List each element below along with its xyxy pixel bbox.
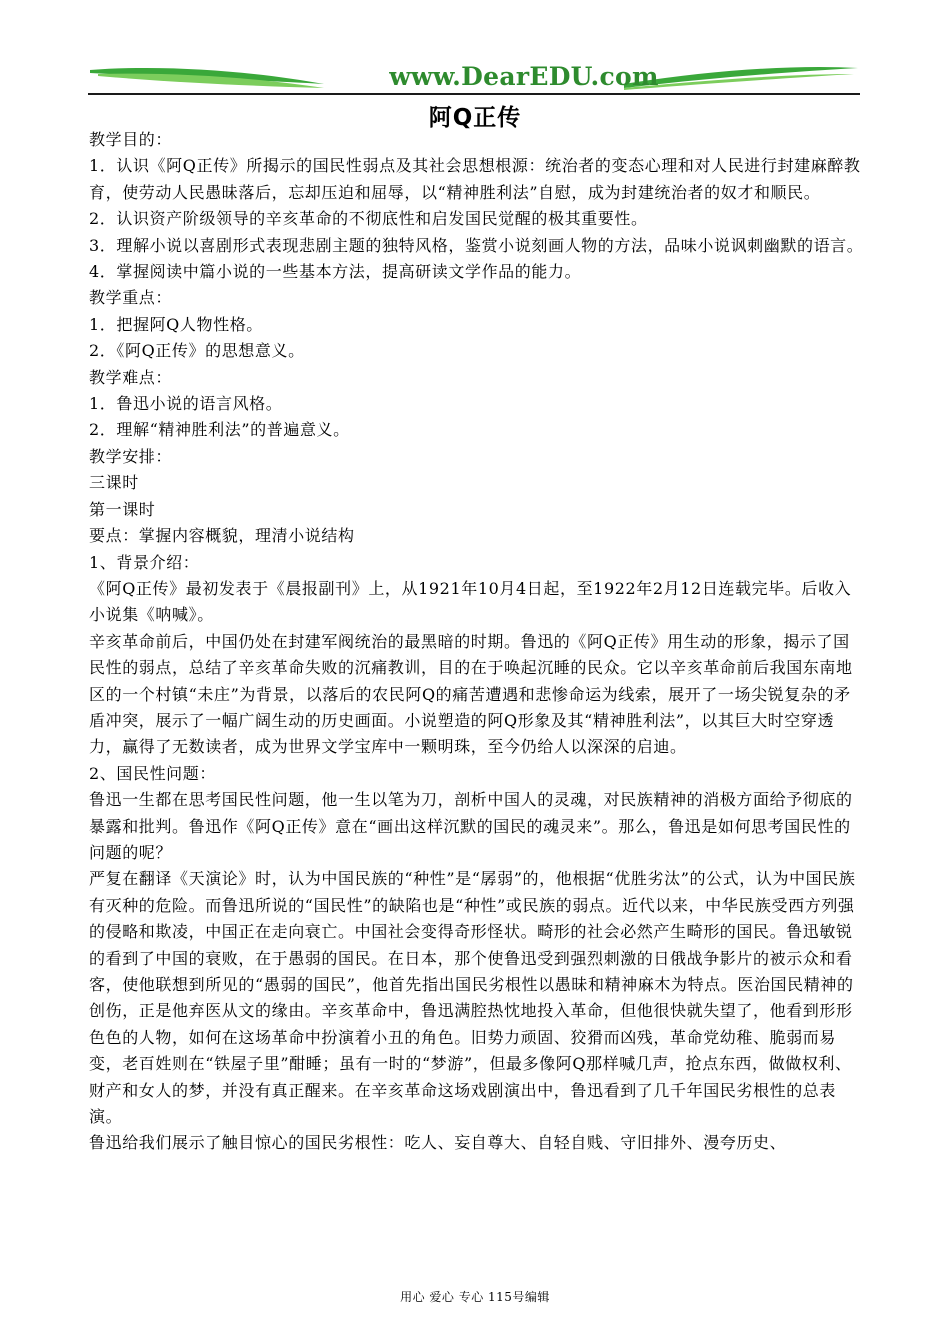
paragraph: 2、国民性问题： <box>89 763 216 783</box>
paragraph: 4．掌握阅读中篇小说的一些基本方法，提高研读文学作品的能力。 <box>89 262 582 282</box>
paragraph: 2．《阿Q正传》的思想意义。 <box>89 341 305 361</box>
document-body <box>89 127 864 1157</box>
paragraph: 教学难点： <box>89 367 173 387</box>
paragraph: 1．认识《阿Q正传》所揭示的国民性弱点及其社会思想根源：统治者的变态心理和对人民进行封建麻醉教育，使劳动人民愚昧落后，忘却压迫和屈辱，以“精神胜利法”自慰，成为封建统治者的奴才和顺民。 <box>89 156 861 202</box>
document-title: 阿Q正传 <box>428 105 522 131</box>
paragraph: 要点：掌握内容概貌，理清小说结构 <box>89 526 355 546</box>
paragraph: 三课时 <box>89 473 139 493</box>
page-footer: 用心 爱心 专心 115号编辑 <box>400 1290 550 1304</box>
paragraph: 1、背景介绍： <box>89 552 200 572</box>
paragraph: 1．鲁迅小说的语言风格。 <box>89 394 283 414</box>
paragraph: 2．理解“精神胜利法”的普遍意义。 <box>89 420 350 440</box>
header-divider <box>88 93 860 95</box>
site-url-logo: www.DearEDU.com <box>389 62 659 91</box>
paragraph: 2．认识资产阶级领导的辛亥革命的不彻底性和启发国民觉醒的极其重要性。 <box>89 209 648 229</box>
paragraph: 教学目的： <box>89 130 173 149</box>
paragraph: 鲁迅一生都在思考国民性问题，他一生以笔为刀，剖析中国人的灵魂，对民族精神的消极方面给予彻底的暴露和批判。鲁迅作《阿Q正传》意在“画出这样沉默的国民的魂灵来”。那么，鲁迅是如何思考国民性的问题的呢？ <box>89 790 853 862</box>
paragraph: 辛亥革命前后，中国仍处在封建军阀统治的最黑暗的时期。鲁迅的《阿Q正传》用生动的形象，揭示了国民性的弱点，总结了辛亥革命失败的沉痛教训，目的在于唤起沉睡的民众。它以辛亥革命前后我国东南地区的一个村镇“未庄”为背景，以落后的农民阿Q的痛苦遭遇和悲惨命运为线索，展开了一场尖锐复杂的矛盾冲突，展示了一幅广阔生动的历史画面。小说塑造的阿Q形象及其“精神胜利法”，以其巨大时空穿透力，赢得了无数读者，成为世界文学宝库中一颗明珠，至今仍给人以深深的启迪。 <box>89 631 853 757</box>
paragraph: 第一课时 <box>89 499 156 519</box>
paragraph: 3．理解小说以喜剧形式表现悲剧主题的独特风格，鉴赏小说刻画人物的方法，品味小说讽刺幽默的语言。 <box>89 235 864 255</box>
paragraph: 教学重点： <box>89 288 173 308</box>
paragraph: 严复在翻译《天演论》时，认为中国民族的“种性”是“孱弱”的，他根据“优胜劣汰”的公式，认为中国民族有灭种的危险。而鲁迅所说的“国民性”的缺陷也是“种性”或民族的弱点。近代以来，中华民族受西方列强的侵略和欺凌，中国正在走向衰亡。中国社会变得奇形怪状。畸形的社会必然产生畸形的国民。鲁迅敏锐的看到了中国的衰败，在于愚弱的国民。在日本，那个使鲁迅受到强烈刺激的日俄战争影片的被示众和看客，使他联想到所见的“愚弱的国民”，他首先指出国民劣根性以愚昧和精神麻木为特点。医治国民精神的创伤，正是他弃医从文的缘由。辛亥革命中，鲁迅满腔热忱地投入革命，但他很快就失望了，他看到形形色色的人物，如何在这场革命中扮演着小丑的角色。旧势力顽固、狡猾而凶残，革命党幼稚、脆弱而易变，老百姓则在“铁屋子里”酣睡；虽有一时的“梦游”，但最多像阿Q那样喊几声，抢点东西，做做权利、财产和女人的梦，并没有真正醒来。在辛亥革命这场戏剧演出中，鲁迅看到了几千年国民劣根性的总表演。 <box>89 869 856 1127</box>
paragraph: 鲁迅给我们展示了触目惊心的国民劣根性：吃人、妄自尊大、自轻自贱、守旧排外、漫夸历史、 <box>89 1133 787 1153</box>
site-header-banner <box>88 58 860 98</box>
paragraph: 《阿Q正传》最初发表于《晨报副刊》上，从1921年10月4日起，至1922年2月12日连载完毕。后收入小说集《呐喊》。 <box>89 578 852 625</box>
paragraph: 1．把握阿Q人物性格。 <box>89 314 263 334</box>
paragraph: 教学安排： <box>89 446 173 466</box>
